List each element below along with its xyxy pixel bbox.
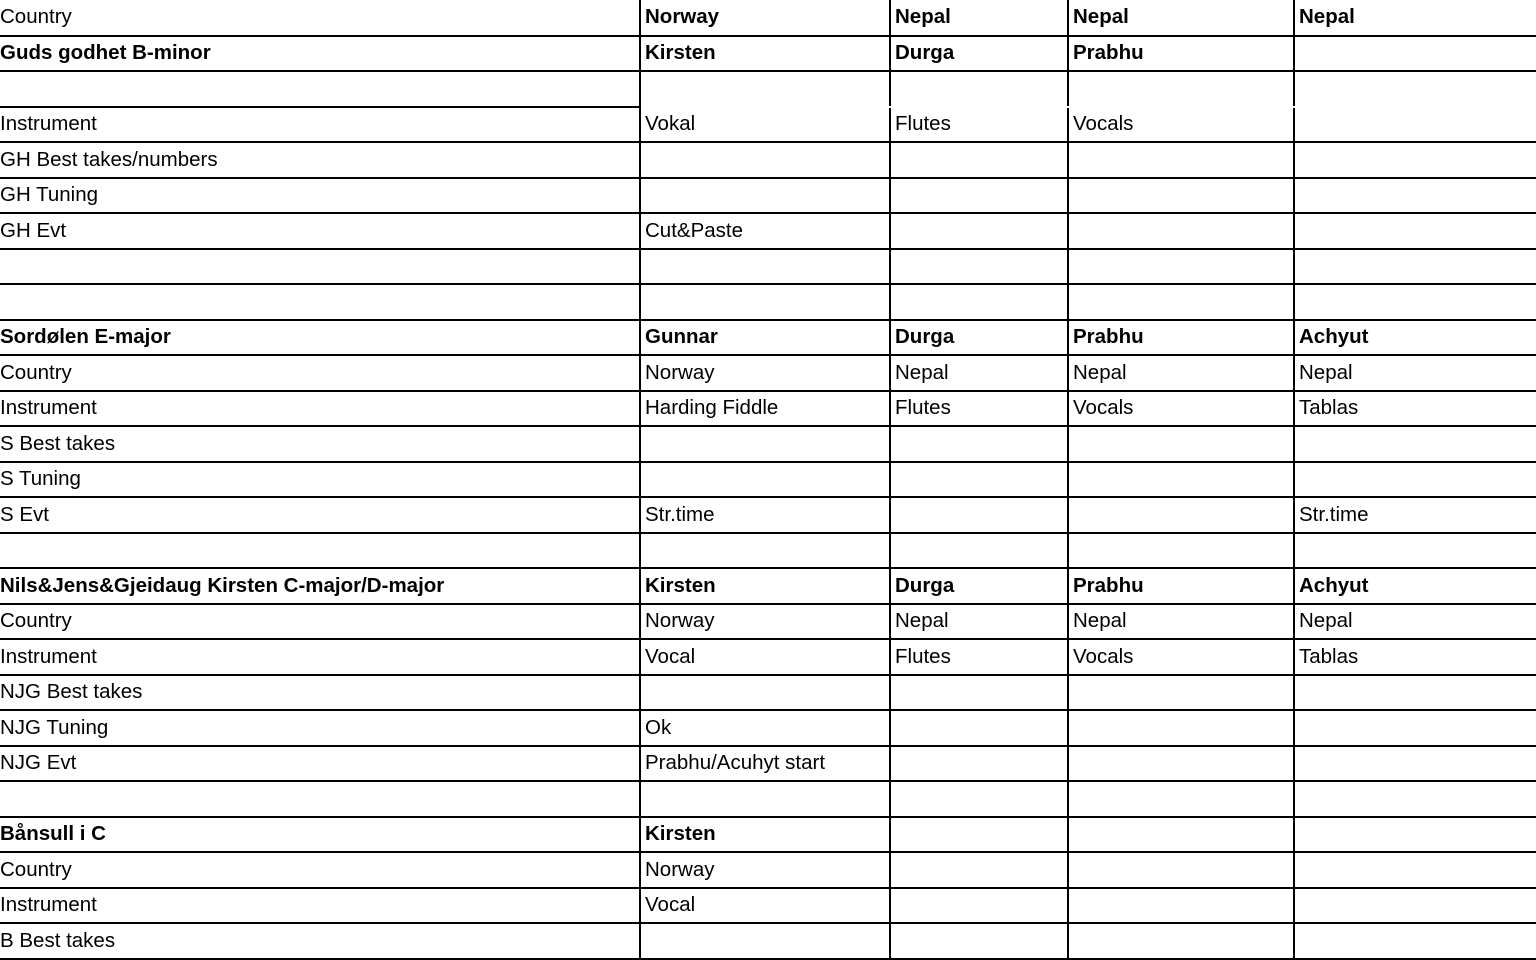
table-row[interactable] <box>0 284 1536 320</box>
grid-cell[interactable] <box>640 178 890 214</box>
table-row[interactable] <box>0 426 1536 462</box>
table-row[interactable] <box>0 142 1536 178</box>
table-row[interactable] <box>0 817 1536 853</box>
grid-cell[interactable]: GH Tuning <box>0 178 640 214</box>
grid-cell[interactable]: Flutes <box>890 639 1068 675</box>
table-row[interactable] <box>0 320 1536 356</box>
grid-cell[interactable] <box>1294 142 1536 178</box>
grid-cell[interactable] <box>1068 675 1294 711</box>
grid-cell[interactable] <box>1294 710 1536 746</box>
grid-cell[interactable] <box>890 923 1068 959</box>
grid-cell[interactable]: Durga <box>890 568 1068 604</box>
grid-cell[interactable] <box>1294 746 1536 782</box>
grid-cell[interactable] <box>1068 533 1294 569</box>
grid-cell[interactable]: Nepal <box>890 0 1068 36</box>
grid-cell[interactable] <box>890 817 1068 853</box>
grid-cell[interactable] <box>1068 213 1294 249</box>
grid-cell[interactable]: Prabhu <box>1068 320 1294 356</box>
grid-cell[interactable]: Durga <box>890 36 1068 72</box>
table-row[interactable] <box>0 213 1536 249</box>
grid-cell[interactable]: Prabhu/Acuhyt start <box>640 746 890 782</box>
grid-cell[interactable]: Country <box>0 0 640 36</box>
grid-cell[interactable] <box>1294 852 1536 888</box>
grid-cell[interactable] <box>0 249 640 285</box>
grid-cell[interactable] <box>890 497 1068 533</box>
grid-cell[interactable] <box>1294 71 1536 107</box>
table-row[interactable] <box>0 462 1536 498</box>
grid-cell[interactable] <box>640 462 890 498</box>
grid-cell[interactable]: Nepal <box>1068 0 1294 36</box>
grid-cell[interactable] <box>890 781 1068 817</box>
grid-cell[interactable]: Country <box>0 604 640 640</box>
grid-cell[interactable]: S Best takes <box>0 426 640 462</box>
grid-cell[interactable] <box>0 533 640 569</box>
grid-cell[interactable] <box>640 533 890 569</box>
grid-cell[interactable]: Instrument <box>0 107 640 143</box>
grid-cell[interactable]: Sordølen E-major <box>0 320 640 356</box>
grid-cell[interactable]: Kirsten <box>640 568 890 604</box>
grid-cell[interactable] <box>1294 426 1536 462</box>
grid-cell[interactable] <box>1294 781 1536 817</box>
grid-cell[interactable] <box>1068 710 1294 746</box>
grid-cell[interactable] <box>890 746 1068 782</box>
grid-cell[interactable] <box>0 284 640 320</box>
grid-cell[interactable] <box>1068 888 1294 924</box>
grid-cell[interactable] <box>1068 426 1294 462</box>
grid-cell[interactable]: Vocal <box>640 639 890 675</box>
table-row[interactable] <box>0 675 1536 711</box>
grid-cell[interactable]: Norway <box>640 355 890 391</box>
grid-cell[interactable] <box>890 426 1068 462</box>
table-row[interactable] <box>0 533 1536 569</box>
grid-cell[interactable] <box>890 249 1068 285</box>
table-row[interactable] <box>0 71 1536 107</box>
grid-cell[interactable] <box>1294 284 1536 320</box>
grid-cell[interactable]: Gunnar <box>640 320 890 356</box>
grid-cell[interactable] <box>1068 71 1294 107</box>
table-row[interactable] <box>0 781 1536 817</box>
grid-cell[interactable]: Bånsull i C <box>0 817 640 853</box>
grid-cell[interactable]: Cut&Paste <box>640 213 890 249</box>
table-row[interactable] <box>0 852 1536 888</box>
grid-cell[interactable] <box>1294 675 1536 711</box>
table-row[interactable] <box>0 36 1536 72</box>
grid-cell[interactable] <box>640 284 890 320</box>
table-row[interactable] <box>0 923 1536 959</box>
grid-cell[interactable] <box>890 533 1068 569</box>
grid-cell[interactable] <box>1068 497 1294 533</box>
grid-cell[interactable]: Prabhu <box>1068 568 1294 604</box>
grid-cell[interactable]: Achyut <box>1294 320 1536 356</box>
grid-cell[interactable]: NJG Best takes <box>0 675 640 711</box>
grid-cell[interactable]: Nepal <box>890 355 1068 391</box>
grid-cell[interactable] <box>1068 284 1294 320</box>
table-row[interactable] <box>0 391 1536 427</box>
grid-cell[interactable] <box>0 781 640 817</box>
grid-cell[interactable] <box>890 888 1068 924</box>
grid-cell[interactable]: Nils&Jens&Gjeidaug Kirsten C-major/D-major <box>0 568 640 604</box>
grid-cell[interactable] <box>1068 852 1294 888</box>
grid-cell[interactable] <box>890 142 1068 178</box>
grid-cell[interactable]: S Evt <box>0 497 640 533</box>
grid-cell[interactable] <box>1294 462 1536 498</box>
table-row[interactable] <box>0 497 1536 533</box>
grid-cell[interactable]: Instrument <box>0 888 640 924</box>
grid-cell[interactable] <box>1294 249 1536 285</box>
grid-cell[interactable]: Achyut <box>1294 568 1536 604</box>
grid-cell[interactable]: Flutes <box>890 391 1068 427</box>
grid-cell[interactable] <box>1068 249 1294 285</box>
grid-cell[interactable]: Nepal <box>1068 604 1294 640</box>
grid-cell[interactable] <box>890 178 1068 214</box>
grid-cell[interactable]: Country <box>0 852 640 888</box>
table-row[interactable] <box>0 888 1536 924</box>
grid-cell[interactable] <box>640 142 890 178</box>
grid-cell[interactable] <box>1294 213 1536 249</box>
grid-cell[interactable] <box>1068 746 1294 782</box>
grid-cell[interactable]: Ok <box>640 710 890 746</box>
grid-cell[interactable] <box>0 71 640 107</box>
grid-cell[interactable]: Flutes <box>890 107 1068 143</box>
grid-cell[interactable]: Guds godhet B-minor <box>0 36 640 72</box>
grid-cell[interactable] <box>1068 142 1294 178</box>
grid-cell[interactable] <box>1294 178 1536 214</box>
grid-cell[interactable]: Harding Fiddle <box>640 391 890 427</box>
grid-cell[interactable] <box>1068 462 1294 498</box>
table-row[interactable] <box>0 710 1536 746</box>
table-row[interactable] <box>0 355 1536 391</box>
grid-cell[interactable] <box>1294 888 1536 924</box>
table-row[interactable] <box>0 568 1536 604</box>
grid-cell[interactable] <box>1294 107 1536 143</box>
grid-cell[interactable]: Nepal <box>1294 355 1536 391</box>
grid-cell[interactable]: Norway <box>640 0 890 36</box>
grid-cell[interactable]: Norway <box>640 604 890 640</box>
grid-cell[interactable] <box>640 71 890 107</box>
table-row[interactable] <box>0 107 1536 143</box>
grid-cell[interactable]: Country <box>0 355 640 391</box>
grid-cell[interactable] <box>890 71 1068 107</box>
grid-cell[interactable]: Vocals <box>1068 391 1294 427</box>
grid-cell[interactable]: Tablas <box>1294 391 1536 427</box>
grid-cell[interactable]: GH Best takes/numbers <box>0 142 640 178</box>
table-row[interactable] <box>0 249 1536 285</box>
grid-cell[interactable] <box>640 249 890 285</box>
grid-cell[interactable]: Prabhu <box>1068 36 1294 72</box>
grid-cell[interactable]: Durga <box>890 320 1068 356</box>
grid-cell[interactable] <box>1068 817 1294 853</box>
grid-cell[interactable]: Instrument <box>0 639 640 675</box>
grid-cell[interactable]: GH Evt <box>0 213 640 249</box>
grid-cell[interactable] <box>1068 923 1294 959</box>
grid-cell[interactable]: Str.time <box>640 497 890 533</box>
grid-cell[interactable] <box>890 710 1068 746</box>
table-row[interactable] <box>0 604 1536 640</box>
table-row[interactable] <box>0 746 1536 782</box>
grid-cell[interactable] <box>890 852 1068 888</box>
grid-cell[interactable]: Nepal <box>1294 0 1536 36</box>
grid-cell[interactable]: Nepal <box>890 604 1068 640</box>
grid-cell[interactable] <box>890 462 1068 498</box>
grid-cell[interactable] <box>1294 923 1536 959</box>
grid-cell[interactable]: Instrument <box>0 391 640 427</box>
grid-cell[interactable]: S Tuning <box>0 462 640 498</box>
table-row[interactable] <box>0 178 1536 214</box>
grid-cell[interactable] <box>1294 36 1536 72</box>
grid-cell[interactable] <box>890 213 1068 249</box>
grid-cell[interactable]: NJG Tuning <box>0 710 640 746</box>
grid-cell[interactable]: Str.time <box>1294 497 1536 533</box>
grid-cell[interactable]: Tablas <box>1294 639 1536 675</box>
grid-cell[interactable]: Vokal <box>640 107 890 143</box>
grid-cell[interactable] <box>1068 178 1294 214</box>
grid-cell[interactable]: Kirsten <box>640 36 890 72</box>
table-row[interactable] <box>0 639 1536 675</box>
grid-cell[interactable] <box>890 284 1068 320</box>
grid-cell[interactable]: Vocals <box>1068 639 1294 675</box>
grid-cell[interactable] <box>1294 533 1536 569</box>
grid-cell[interactable] <box>640 675 890 711</box>
grid-cell[interactable] <box>1068 781 1294 817</box>
grid-cell[interactable]: Kirsten <box>640 817 890 853</box>
grid-cell[interactable]: Nepal <box>1068 355 1294 391</box>
table-row[interactable] <box>0 0 1536 36</box>
grid-cell[interactable] <box>640 426 890 462</box>
grid-cell[interactable]: Vocals <box>1068 107 1294 143</box>
grid-cell[interactable]: Nepal <box>1294 604 1536 640</box>
grid-cell[interactable]: NJG Evt <box>0 746 640 782</box>
grid-cell[interactable] <box>890 675 1068 711</box>
grid-cell[interactable] <box>1294 817 1536 853</box>
grid-cell[interactable]: B Best takes <box>0 923 640 959</box>
grid-cell[interactable] <box>640 781 890 817</box>
grid-cell[interactable]: Vocal <box>640 888 890 924</box>
grid-cell[interactable] <box>640 923 890 959</box>
grid-cell[interactable]: Norway <box>640 852 890 888</box>
